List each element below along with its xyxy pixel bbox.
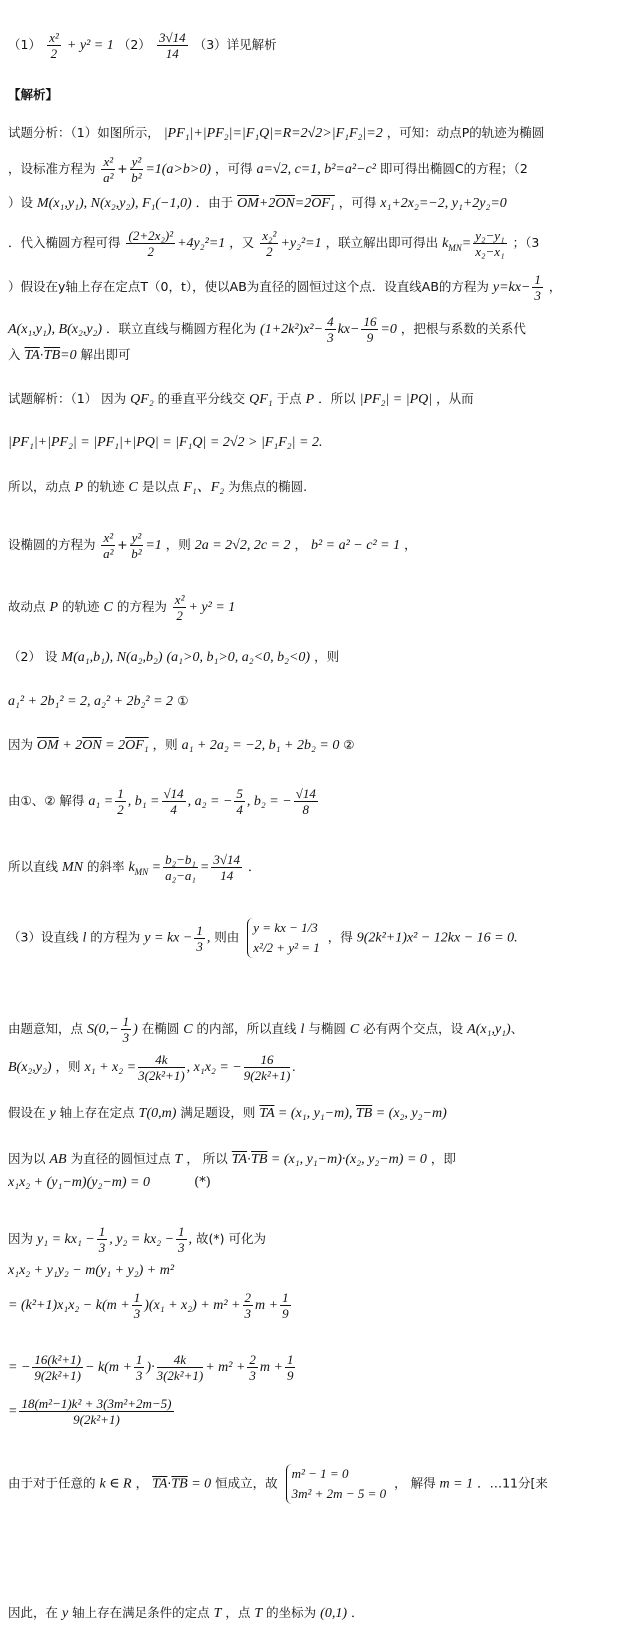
answer-line: （1） $\frac{\text{x²}}{2}$ + y² = 1 （2） $\frac{3√14}{14}$ （3）详见解析 xyxy=(8,30,277,61)
solution-line-7: a₁² + 2b₁² = 2, a₂² + 2b₂² = 2 ① xyxy=(8,693,189,709)
solution-line-17: 因为 y₁ = kx₁ − $\frac{1}{3}$ , y₂ = kx₂ − $\frac{1}{3}$ , 故(*) 可化为 xyxy=(8,1224,266,1255)
solution-line-12: 由题意知，点 S(0,− $\frac{1}{3}$ ) 在椭圆 C 的内部，所以直线 l 与椭圆 C 必有两个交点，设 A(x₁,y₁)、 xyxy=(8,1014,524,1045)
solution-line-6: （2） 设 M(a₁,b₁), N(a₂,b₂) (a₁>0, b₁>0, a₂<0, b₂<0) ，则 xyxy=(8,649,340,665)
solution-line-22: 由于对于任意的 k ∈ R ， $\overline{TA}\cdot\overline{TB} = 0$ 恒成立，故 m² − 1 = 0 3m² + 2m − 5 = 0 ， 解得 m = 1 ．…11分[来 xyxy=(8,1464,548,1504)
solution-line-13: B(x₂,y₂) ，则 x₁ + x₂ = $\frac{4k}{\text{3(2k²+1)}}$ , x₁x₂ = − $\frac{16}{\text{9(2k²+1)}}$ . xyxy=(8,1052,296,1083)
solution-line-16: x₁x₂ + (y₁−m)(y₂−m) = 0 (*) xyxy=(8,1175,211,1190)
solution-line-18: x₁x₂ + y₁y₂ − m(y₁ + y₂) + m² xyxy=(8,1263,175,1278)
analysis-line-3: ）设 M(x₁,y₁), N(x₂,y₂), F₁(−1,0) ．由于 $\overline{OM}+2\overline{ON}=2OF_1$ ，可得 x₁+2x₂=−2, y₁+2y₂=0 xyxy=(8,195,507,211)
analysis-line-7: 入 $\overline{TA}\cdot\overline{TB}=0$ 解出即可 xyxy=(8,347,131,363)
solution-line-19: = (k²+1)x₁x₂ − k(m + $\frac{1}{3}$ )(x₁ + x₂) + m² + $\frac{2}{3}$ m + $\frac{1}{9}$ xyxy=(8,1290,289,1321)
solution-line-14: 假设在 y 轴上存在定点 T(0,m) 满足题设，则 $\overline{TA} = (x_1$, y₁−m), $\overline{TB} = (x_2$, y₂−m) xyxy=(8,1105,447,1121)
solution-line-2: |PF₁|+|PF₂| = |PF₁|+|PQ| = |F₁Q| = 2√2 > |F₁F₂| = 2. xyxy=(8,435,323,450)
analysis-line-1: 试题分析：（1）如图所示， |PF₁|+|PF₂|=|F₁Q|=R=2√2>|F₁F₂|=2 ，可知：动点P的轨迹为椭圆 xyxy=(8,125,545,141)
analysis-line-2: ，设标准方程为 $\frac{\text{x²}}{\text{a²}}$ + $\frac{\text{y²}}{\text{b²}}$ =1(a>b>0) ，可得 a=√2, c=1, b²=a²−c² 即可得出椭圆C的方程；（2 xyxy=(8,154,528,185)
solution-line-3: 所以，动点 P 的轨迹 C 是以点 F₁、F₂ 为焦点的椭圆. xyxy=(8,479,308,495)
solution-line-10: 所以直线 MN 的斜率 $k_{MN}$ = $\frac{\text{b₂−b₁}}{\text{a₂−a₁}}$ = $\frac{3√14}{14}$ ． xyxy=(8,852,261,883)
solution-line-5: 故动点 P 的轨迹 C 的方程为 $\frac{\text{x²}}{2}$ + y² = 1 xyxy=(8,592,236,623)
solution-line-23: 因此，在 y 轴上存在满足条件的定点 T ，点 T 的坐标为 (0,1) ． xyxy=(8,1605,364,1621)
solution-line-20: = − $\frac{\text{16(k²+1)}}{\text{9(2k²+1)}}$ − k(m + $\frac{1}{3}$ )· $\frac{4k}{\text{3(2k²+1)}}$ + m² + $\frac{2}{3}$ m + $\frac{1}{9}$ xyxy=(8,1352,294,1383)
jiexi-header: 【解析】 xyxy=(8,87,59,102)
solution-line-4: 设椭圆的方程为 $\frac{\text{x²}}{\text{a²}}$ + $\frac{\text{y²}}{\text{b²}}$ =1 ，则 2a = 2√2, 2c = 2 ， b² = a² − c² = 1 ， xyxy=(8,530,417,561)
analysis-line-4: ．代入椭圆方程可得 $\frac{\text{(2+2x₂)²}}{2}$ +4y₂²=1 ，又 $\frac{\text{x₂²}}{2}$ +y₂²=1 ，联立解出即可得出 $k_{MN}=$ $\frac{\text{y₂−y₁}}{\text{x₂−x₁}}$ ；（3 xyxy=(8,228,540,259)
solution-line-8: 因为 $\overline{OM} + 2\overline{ON} = 2OF_1$ ，则 a₁ + 2a₂ = −2, b₁ + 2b₂ = 0 ② xyxy=(8,737,355,753)
analysis-line-5: ）假设在y轴上存在定点T（0，t），使以AB为直径的圆恒过这个点．设直线AB的方程为 y=kx− $\frac{1}{3}$ ， xyxy=(8,272,562,303)
solution-line-15: 因为以 AB 为直径的圆恒过点 T ， 所以 $\overline{TA}\cdot\overline{TB} = (x_1$, y₁−m)·(x₂, y₂−m) = 0 ，即 xyxy=(8,1151,456,1167)
solution-line-9: 由①、② 解得 a₁ = $\frac{1}{2}$ , b₁ = $\frac{√14}{4}$ , a₂ = − $\frac{5}{4}$ , b₂ = − $\frac{√14}{8}$ xyxy=(8,786,316,817)
solution-line-21: = $\frac{\text{18(m²−1)k² + 3(3m²+2m−5)}}{\text{9(2k²+1)}}$ xyxy=(8,1396,172,1427)
solution-line-11: （3）设直线 l 的方程为 y = kx − $\frac{1}{3}$ , 则由 y = kx − 1/3 x²/2 + y² = 1 ，得 9(2k²+1)x² − 12kx − 16 = 0. xyxy=(8,918,518,958)
solution-line-1: 试题解析：（1） 因为 QF₂ 的垂直平分线交 QF₁ 于点 P ．所以 |PF₂| = |PQ| ，从而 xyxy=(8,391,474,407)
analysis-line-6: A(x₁,y₁), B(x₂,y₂) ．联立直线与椭圆方程化为 (1+2k²)x²− $\frac{4}{3}$ kx− $\frac{16}{9}$ =0 ，把根与系数的关系代 xyxy=(8,314,526,345)
